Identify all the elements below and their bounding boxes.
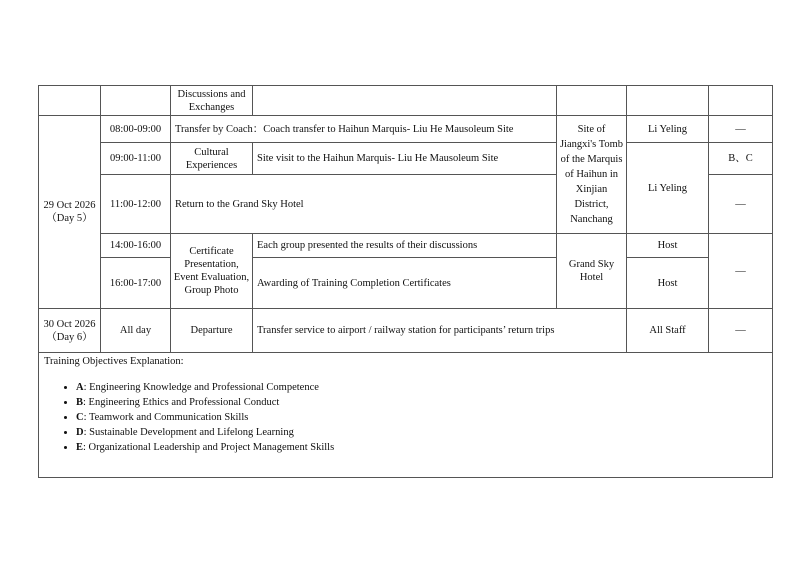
date-cell: 30 Oct 2026 （Day 6） bbox=[39, 309, 101, 353]
time-cell: 11:00-12:00 bbox=[101, 175, 171, 234]
objectives-cell: — bbox=[709, 309, 773, 353]
objectives-cell: — bbox=[709, 116, 773, 143]
activity-cell: Departure bbox=[171, 309, 253, 353]
staff-cell: Li Yeling bbox=[627, 143, 709, 234]
activity-cell: Certificate Presentation, Event Evaluation, Group Photo bbox=[171, 234, 253, 309]
details-cell bbox=[253, 86, 557, 116]
staff-cell: Li Yeling bbox=[627, 116, 709, 143]
table-row bbox=[39, 258, 773, 309]
list-item bbox=[76, 380, 767, 395]
details-cell: Awarding of Training Completion Certificates bbox=[253, 258, 557, 309]
objectives-list bbox=[44, 380, 767, 455]
objective-text: : Sustainable Development and Lifelong Learning bbox=[83, 427, 294, 438]
objectives-title: Training Objectives Explanation: bbox=[44, 356, 184, 367]
objective-code: A bbox=[76, 382, 84, 393]
schedule-table bbox=[38, 85, 773, 478]
objective-text: : Teamwork and Communication Skills bbox=[83, 412, 249, 423]
staff-cell: Host bbox=[627, 234, 709, 258]
details-cell: Site visit to the Haihun Marquis- Liu He Mausoleum Site bbox=[253, 143, 557, 175]
objectives-cell: — bbox=[709, 234, 773, 309]
location-cell bbox=[557, 86, 627, 116]
content-cell: Return to the Grand Sky Hotel bbox=[171, 175, 557, 234]
time-cell: 14:00-16:00 bbox=[101, 234, 171, 258]
objective-text: : Engineering Knowledge and Professional Competence bbox=[83, 382, 319, 393]
table-row bbox=[39, 116, 773, 143]
table-row bbox=[39, 143, 773, 175]
time-cell: 16:00-17:00 bbox=[101, 258, 171, 309]
location-cell: Site of Jiangxi's Tomb of the Marquis of Haihun in Xinjian District, Nanchang bbox=[557, 116, 627, 234]
staff-cell bbox=[627, 86, 709, 116]
staff-cell: Host bbox=[627, 258, 709, 309]
objective-code: D bbox=[76, 427, 84, 438]
table-row bbox=[39, 86, 773, 116]
objective-text: : Organizational Leadership and Project Management Skills bbox=[83, 442, 335, 453]
time-cell: 09:00-11:00 bbox=[101, 143, 171, 175]
activity-cell: Cultural Experiences bbox=[171, 143, 253, 175]
date-cell: 29 Oct 2026 （Day 5） bbox=[39, 116, 101, 309]
objectives-cell bbox=[709, 86, 773, 116]
table-row bbox=[39, 353, 773, 478]
objective-code: B bbox=[76, 397, 84, 408]
list-item bbox=[76, 410, 767, 425]
objectives-explanation bbox=[39, 353, 773, 478]
activity-cell: Discussions and Exchanges bbox=[171, 86, 253, 116]
details-cell: Transfer service to airport / railway station for participants’ return trips bbox=[253, 309, 627, 353]
table-row bbox=[39, 234, 773, 258]
time-cell: 08:00-09:00 bbox=[101, 116, 171, 143]
objectives-cell: — bbox=[709, 175, 773, 234]
list-item bbox=[76, 395, 767, 410]
location-cell: Grand Sky Hotel bbox=[557, 234, 627, 309]
objective-code: E bbox=[76, 442, 84, 453]
staff-cell: All Staff bbox=[627, 309, 709, 353]
time-cell bbox=[101, 86, 171, 116]
content-cell: Transfer by Coach：Coach transfer to Haihun Marquis- Liu He Mausoleum Site bbox=[171, 116, 557, 143]
table-row bbox=[39, 309, 773, 353]
objectives-cell: B、C bbox=[709, 143, 773, 175]
objective-text: : Engineering Ethics and Professional Conduct bbox=[83, 397, 280, 408]
time-cell: All day bbox=[101, 309, 171, 353]
date-cell bbox=[39, 86, 101, 116]
details-cell: Each group presented the results of their discussions bbox=[253, 234, 557, 258]
list-item bbox=[76, 440, 767, 455]
objective-code: C bbox=[76, 412, 84, 423]
list-item bbox=[76, 425, 767, 440]
